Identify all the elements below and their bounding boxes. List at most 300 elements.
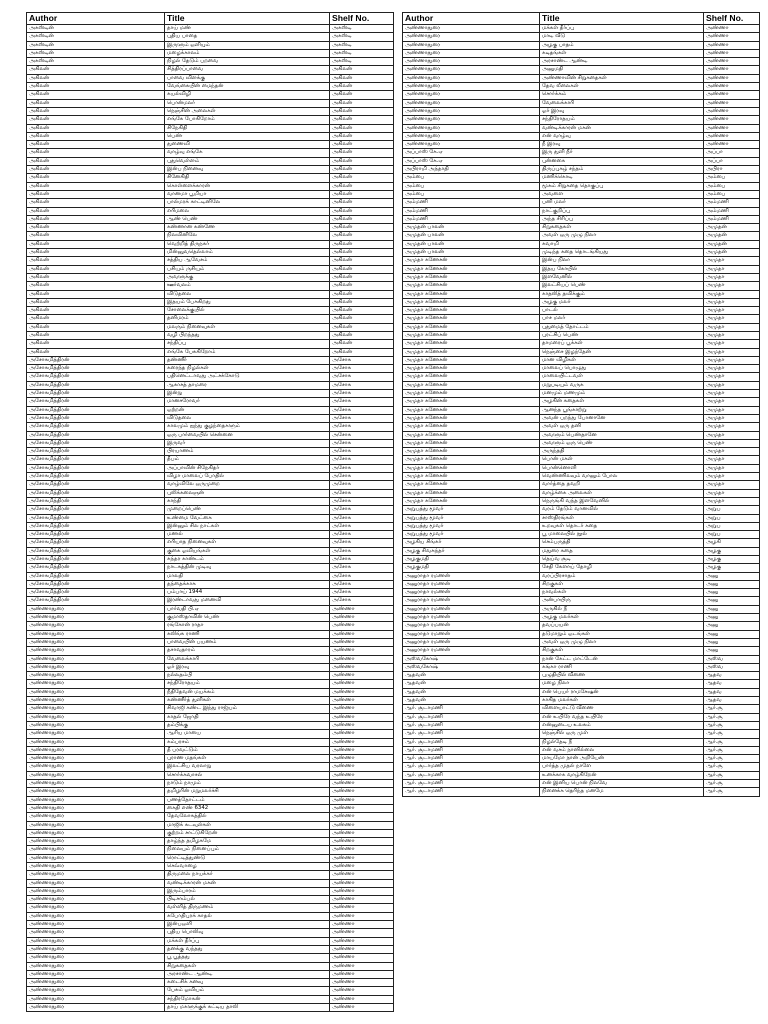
title-cell: வார்த்தை தவறி (540, 481, 704, 489)
author-cell: அகிலன் (27, 323, 165, 331)
shelf-cell: அசோக (330, 481, 394, 489)
title-cell: மாடி வீடு (540, 33, 704, 41)
shelf-cell: அமுதா (704, 406, 760, 414)
table-row (27, 605, 394, 613)
title-cell: சிறுகதைகள் (165, 962, 330, 970)
shelf-cell: அசோக (330, 514, 394, 522)
table-row (403, 116, 760, 124)
table-row (403, 473, 760, 481)
title-cell: கொள்ளைக்காரன் (165, 182, 330, 190)
author-cell: அண்ணாதுரை (27, 680, 165, 688)
shelf-cell: அசோக (330, 572, 394, 580)
table-row (403, 240, 760, 248)
table-row (27, 356, 394, 364)
author-cell: அகிலன் (27, 157, 165, 165)
title-cell: சிவாஜி கண்ட இந்து ராஜ்யம் (165, 705, 330, 713)
title-cell: ஒற்றன் (165, 406, 330, 414)
author-cell: அகிலன் (27, 99, 165, 107)
table-row (27, 240, 394, 248)
title-cell: கண்ணீர்த் துளிகள் (165, 697, 330, 705)
shelf-cell: அகிலன் (330, 265, 394, 273)
author-cell: அண்ணாதுரை (27, 804, 165, 812)
table-row (27, 132, 394, 140)
author-cell: அண்ணாதுரை (27, 697, 165, 705)
shelf-cell: அப்பா (704, 157, 760, 165)
table-row (403, 572, 760, 580)
shelf-cell: அனு (704, 630, 760, 638)
table-row (27, 788, 394, 796)
title-cell: முடிந்த கதை தொடங்கியது (540, 249, 704, 257)
author-cell: அண்ணாதுரை (403, 124, 540, 132)
shelf-cell: அண்ணா (330, 755, 394, 763)
title-cell: பார்வதி பி.ஏ (165, 605, 330, 613)
shelf-cell: ஆர்.சூ (704, 780, 760, 788)
shelf-cell: அண்ணா (330, 829, 394, 837)
title-cell: சித்திரப்பாவை (165, 66, 330, 74)
author-cell: அமுதன் பாலன் (403, 224, 540, 232)
author-cell: அகஸ்டின் (27, 49, 165, 57)
title-cell: அவள் ஒரு தனி (540, 423, 704, 431)
shelf-cell: அஸ்வ (704, 663, 760, 671)
shelf-cell: அகிலன் (330, 91, 394, 99)
author-cell: அஸ்வகோஷ் (403, 663, 540, 671)
title-cell: விடுதலை (165, 290, 330, 298)
author-cell: அமுதா கணேசன் (403, 348, 540, 356)
author-cell: அகிலன் (27, 116, 165, 124)
title-cell: வரம் தேடும் வானவில் (540, 506, 704, 514)
shelf-cell: அமுதா (704, 439, 760, 447)
table-row (27, 697, 394, 705)
shelf-cell: ஆதவ (704, 688, 760, 696)
table-row (403, 738, 760, 746)
shelf-cell: அறுப (704, 506, 760, 514)
table-row (27, 74, 394, 82)
title-cell: வண்டிக்காரன் மகன் (540, 124, 704, 132)
author-cell: அனுராதா ரமணன் (403, 589, 540, 597)
title-cell: மறுபடியும் வருக (540, 381, 704, 389)
table-row (27, 265, 394, 273)
title-cell: நாவல்கள் (540, 589, 704, 597)
shelf-cell: அகிலன் (330, 107, 394, 115)
shelf-cell: அகஸ்டி (330, 49, 394, 57)
shelf-cell: அகிலன் (330, 240, 394, 248)
shelf-cell: அண்ணா (330, 862, 394, 870)
table-row (403, 74, 760, 82)
title-cell: இலட்சியப் பெண் (540, 282, 704, 290)
author-cell: அண்ணாதுரை (27, 813, 165, 821)
author-cell: அசோகமித்திரன் (27, 448, 165, 456)
table-row (403, 497, 760, 505)
title-cell: பொன்னொளி (540, 464, 704, 472)
table-row (27, 464, 394, 472)
author-cell: அண்ணாதுரை (403, 49, 540, 57)
table-row (403, 431, 760, 439)
shelf-cell: அனு (704, 605, 760, 613)
table-row (403, 132, 760, 140)
table-row (403, 83, 760, 91)
author-cell: அறுபத்து மூவர் (403, 514, 540, 522)
title-cell: பதினெட்டாவது அட்சக்கோடு (165, 373, 330, 381)
shelf-cell: அமுதா (704, 464, 760, 472)
table-row (403, 232, 760, 240)
shelf-cell: அண்ணா (330, 904, 394, 912)
author-cell: அசோகமித்திரன் (27, 439, 165, 447)
shelf-cell: அசோக (330, 448, 394, 456)
table-row (27, 224, 394, 232)
shelf-cell: அண்ணா (330, 705, 394, 713)
title-cell: எரிமலை (165, 207, 330, 215)
shelf-cell: அண்ணா (330, 622, 394, 630)
table-row (403, 746, 760, 754)
author-cell: அகிலன் (27, 307, 165, 315)
title-cell: அழகின் கதைகள் (540, 398, 704, 406)
author-cell: அமுதன் பாலன் (403, 249, 540, 257)
author-cell: அண்ணாதுரை (27, 921, 165, 929)
shelf-cell: அகிலன் (330, 257, 394, 265)
author-cell: அகிலன் (27, 240, 165, 248)
table-row (403, 589, 760, 597)
title-cell: சோலைக்குயில் (165, 307, 330, 315)
title-cell: தாழ்ந்த தமிழகமே (165, 838, 330, 846)
table-row (27, 647, 394, 655)
shelf-cell: அழகி (704, 539, 760, 547)
author-cell: அகிலன் (27, 141, 165, 149)
shelf-cell: அகிலன் (330, 141, 394, 149)
title-cell: காலமும் ஐந்து குழந்தைகளும் (165, 423, 330, 431)
table-row (403, 713, 760, 721)
table-row (27, 879, 394, 887)
table-row (27, 730, 394, 738)
shelf-cell: அமுதா (704, 348, 760, 356)
table-row (403, 481, 760, 489)
title-cell: மாலைப் பொழுது (540, 365, 704, 373)
shelf-cell: அகிலன் (330, 315, 394, 323)
shelf-cell: அசோக (330, 547, 394, 555)
table-row (403, 348, 760, 356)
table-row (27, 531, 394, 539)
table-row (27, 887, 394, 895)
shelf-cell: அழகு (704, 564, 760, 572)
author-cell: அண்ணாதுரை (403, 33, 540, 41)
table-row (27, 249, 394, 257)
title-cell: பொன் மகள் (540, 456, 704, 464)
author-cell: அமுதன் பாலன் (403, 232, 540, 240)
author-cell: அசோகமித்திரன் (27, 406, 165, 414)
table-row (27, 99, 394, 107)
author-cell: அகிலன் (27, 298, 165, 306)
shelf-cell: அண்ணா (330, 605, 394, 613)
author-cell: அசோகமித்திரன் (27, 547, 165, 555)
author-cell: அண்ணாதுரை (27, 854, 165, 862)
author-cell: அகிலன் (27, 199, 165, 207)
title-cell: வெண்ணிலவும் வானும் போல (540, 473, 704, 481)
shelf-cell: அண்ணா (330, 672, 394, 680)
title-cell: பனி மலர் (540, 199, 704, 207)
table-row (27, 564, 394, 572)
title-cell: அவளுக்கு (165, 273, 330, 281)
title-cell: பார்த்த முதல் நாளே (540, 763, 704, 771)
author-cell: அகிலன் (27, 91, 165, 99)
author-cell: அகிலன் (27, 273, 165, 281)
title-cell: வாழ்விலே ஒருமுறை (165, 481, 330, 489)
table-row (27, 763, 394, 771)
author-cell: அகஸ்டின் (27, 33, 165, 41)
author-cell: அமுதா கணேசன் (403, 489, 540, 497)
shelf-cell: அகஸ்டி (330, 58, 394, 66)
title-cell: மதுரை கதை (540, 547, 704, 555)
table-row (403, 190, 760, 198)
author-cell: அமுதா கணேசன் (403, 414, 540, 422)
author-cell: அண்ணாதுரை (27, 796, 165, 804)
author-cell: அமுதா கணேசன் (403, 381, 540, 389)
table-row (27, 431, 394, 439)
table-row (403, 25, 760, 33)
table-row (27, 331, 394, 339)
shelf-cell: அசோக (330, 580, 394, 588)
table-row (27, 597, 394, 605)
table-row (403, 224, 760, 232)
table-row (403, 680, 760, 688)
shelf-cell: அமுதன் (704, 240, 760, 248)
title-cell: அவளை (540, 190, 704, 198)
table-row (27, 821, 394, 829)
title-cell: இருளும் ஒளியும் (165, 41, 330, 49)
author-cell: ஆர். சூடாமணி (403, 730, 540, 738)
title-cell: தவப்பயன் (540, 622, 704, 630)
shelf-cell: அண்ணா (704, 49, 760, 57)
shelf-cell: அண்ணா (330, 945, 394, 953)
shelf-cell: அகிலன் (330, 207, 394, 215)
author-cell: அனுராதா ரமணன் (403, 614, 540, 622)
title-cell: பொன்மலர் (165, 99, 330, 107)
author-cell: அம்மணி (403, 207, 540, 215)
title-cell: புதிய பொலிவு (165, 929, 330, 937)
table-row (27, 1004, 394, 1012)
shelf-cell: அசோக (330, 539, 394, 547)
shelf-cell: அண்ணா (330, 647, 394, 655)
title-cell: அந்த சிரிப்பு (540, 215, 704, 223)
table-row (27, 83, 394, 91)
author-cell: ஆதவன் (403, 672, 540, 680)
author-cell: அசோகமித்திரன் (27, 597, 165, 605)
title-cell: புலிக்கலைஞன் (165, 489, 330, 497)
title-cell: புதுமைத் தோட்டம் (540, 323, 704, 331)
title-cell: சுவாமி (540, 240, 704, 248)
table-row (27, 945, 394, 953)
shelf-cell: அண்ணா (330, 937, 394, 945)
shelf-cell: அமுதா (704, 431, 760, 439)
author-cell: ஆதவன் (403, 697, 540, 705)
shelf-cell: ஆர்.சூ (704, 755, 760, 763)
shelf-cell: அறுப (704, 514, 760, 522)
author-cell: அகஸ்டின் (27, 41, 165, 49)
author-cell: அசோகமித்திரன் (27, 572, 165, 580)
table-row (27, 390, 394, 398)
table-row (403, 539, 760, 547)
author-cell: அமுதன் பாலன் (403, 240, 540, 248)
title-cell: கைதி எண் 6342 (165, 804, 330, 812)
table-row (27, 49, 394, 57)
title-cell: நெருங்கி வந்த இளவேனில் (540, 497, 704, 505)
author-cell: அண்ணாதுரை (27, 937, 165, 945)
author-cell: அனுராதா ரமணன் (403, 630, 540, 638)
table-row (27, 862, 394, 870)
author-cell: ஆர். சூடாமணி (403, 763, 540, 771)
table-row (403, 655, 760, 663)
table-row (403, 298, 760, 306)
shelf-cell: அண்ணா (704, 116, 760, 124)
title-cell: சொர்க்கவாசல் (165, 771, 330, 779)
author-cell: அகிலன் (27, 174, 165, 182)
table-row (403, 323, 760, 331)
shelf-cell: அண்ணா (330, 912, 394, 920)
shelf-cell: அசோக (330, 365, 394, 373)
title-cell: விளையாட்டு வீணை (540, 705, 704, 713)
title-cell: கபோதிபுரக் காதல் (165, 912, 330, 920)
shelf-cell: அண்ணா (330, 987, 394, 995)
table-row (403, 406, 760, 414)
table-row (27, 738, 394, 746)
author-cell: அகிலன் (27, 66, 165, 74)
shelf-cell: அண்ணா (330, 838, 394, 846)
title-cell: சிறுகதைகள் (540, 224, 704, 232)
author-cell: அசோகமித்திரன் (27, 564, 165, 572)
author-cell: அண்ணாதுரை (27, 829, 165, 837)
title-cell: ஓர் இரவு (165, 663, 330, 671)
shelf-cell: ஆதவ (704, 697, 760, 705)
table-row (27, 182, 394, 190)
shelf-cell: அண்ணா (330, 821, 394, 829)
author-cell: ஆர். சூடாமணி (403, 705, 540, 713)
table-row (27, 896, 394, 904)
shelf-cell: அண்ணா (330, 962, 394, 970)
author-cell: அசோகமித்திரன் (27, 506, 165, 514)
table-row (27, 506, 394, 514)
title-cell: இன்று (165, 390, 330, 398)
table-row (27, 124, 394, 132)
table-row (27, 207, 394, 215)
title-cell: ஆண் பெண் (165, 215, 330, 223)
author-cell: அகிலன் (27, 290, 165, 298)
author-cell: அகிலன் (27, 282, 165, 290)
author-cell: அண்ணாதுரை (403, 141, 540, 149)
title-cell: மக்கள் தீர்ப்பு (540, 25, 704, 33)
title-cell: வழி பிறந்தது (165, 331, 330, 339)
title-cell: மான விழிகள் (540, 356, 704, 364)
author-cell: அசோகமித்திரன் (27, 414, 165, 422)
author-cell: அசோகமித்திரன் (27, 431, 165, 439)
table-row (403, 166, 760, 174)
table-row (403, 597, 760, 605)
shelf-cell: அமுதா (704, 340, 760, 348)
title-cell: என் உயிரே வந்த உயிரே (540, 713, 704, 721)
title-cell: முறைப்பெண் (165, 506, 330, 514)
shelf-cell: அசோக (330, 414, 394, 422)
title-cell: மாலையிட்டவள் (540, 373, 704, 381)
table-row (403, 207, 760, 215)
table-row (403, 721, 760, 729)
table-row (403, 456, 760, 464)
table-row (27, 638, 394, 646)
table-row (403, 124, 760, 132)
title-cell: வேங்கையின் மைந்தன் (165, 83, 330, 91)
table-row (403, 547, 760, 555)
author-cell: அண்ணாதுரை (27, 738, 165, 746)
author-cell: அமுதா கணேசன் (403, 298, 540, 306)
author-cell: அம்பை (403, 182, 540, 190)
table-row (403, 464, 760, 472)
author-cell: அண்ணாதுரை (27, 655, 165, 663)
title-cell: சத்திய ஆவேசம் (165, 257, 330, 265)
title-cell: சினேகிதி (165, 174, 330, 182)
shelf-cell: அமுதா (704, 307, 760, 315)
author-cell: அனுராதா ரமணன் (403, 580, 540, 588)
table-row (27, 33, 394, 41)
shelf-cell: அண்ணா (330, 780, 394, 788)
title-cell: கயல்விழி (165, 91, 330, 99)
title-cell: புதிய பாதை (165, 33, 330, 41)
author-cell: அண்ணாதுரை (27, 730, 165, 738)
table-row (27, 630, 394, 638)
author-cell: அமுதா கணேசன் (403, 340, 540, 348)
title-cell: அரசாண்ட ஆண்டி (540, 58, 704, 66)
author-cell: அண்ணாதுரை (27, 763, 165, 771)
title-cell: கடிதங்கள் (540, 49, 704, 57)
author-cell: அசோகமித்திரன் (27, 589, 165, 597)
author-cell: அனுராதா ரமணன் (403, 647, 540, 655)
title-cell: அவள் ஒரு முழு நிலா (540, 232, 704, 240)
table-row (403, 174, 760, 182)
table-row (27, 746, 394, 754)
author-cell: ஆர். சூடாமணி (403, 721, 540, 729)
title-cell: காந்தி (165, 497, 330, 505)
shelf-cell: அம்பை (704, 174, 760, 182)
table-row (27, 871, 394, 879)
title-cell: இரும்பாரம் (165, 887, 330, 895)
author-cell: அண்ணாதுரை (27, 755, 165, 763)
author-cell: அண்ணாதுரை (403, 107, 540, 115)
shelf-cell: அகிலன் (330, 282, 394, 290)
author-cell: அசோகமித்திரன் (27, 539, 165, 547)
author-cell: அகிலன் (27, 348, 165, 356)
title-cell: அரசாண்ட ஆண்டி (165, 970, 330, 978)
author-cell: அண்ணாதுரை (27, 605, 165, 613)
shelf-cell: அண்ணா (330, 614, 394, 622)
table-row (403, 564, 760, 572)
catalog-table-right (402, 12, 760, 797)
shelf-cell: அம்பை (704, 190, 760, 198)
shelf-cell: அசோக (330, 439, 394, 447)
shelf-cell: அமுதா (704, 365, 760, 373)
table-row (27, 166, 394, 174)
shelf-cell: ஆதவ (704, 672, 760, 680)
table-row (27, 547, 394, 555)
shelf-cell: அகிலன் (330, 74, 394, 82)
table-row (403, 398, 760, 406)
shelf-cell: அமுதா (704, 390, 760, 398)
table-row (27, 780, 394, 788)
table-row (27, 663, 394, 671)
shelf-cell: அகிலன் (330, 174, 394, 182)
title-cell: கரைந்த நிழல்கள் (165, 365, 330, 373)
table-row (27, 912, 394, 920)
shelf-cell: அண்ணா (330, 1004, 394, 1012)
table-row (27, 614, 394, 622)
table-row (27, 804, 394, 812)
table-row (403, 157, 760, 165)
author-column-header: Author (27, 13, 165, 25)
author-cell: அசோகமித்திரன் (27, 531, 165, 539)
